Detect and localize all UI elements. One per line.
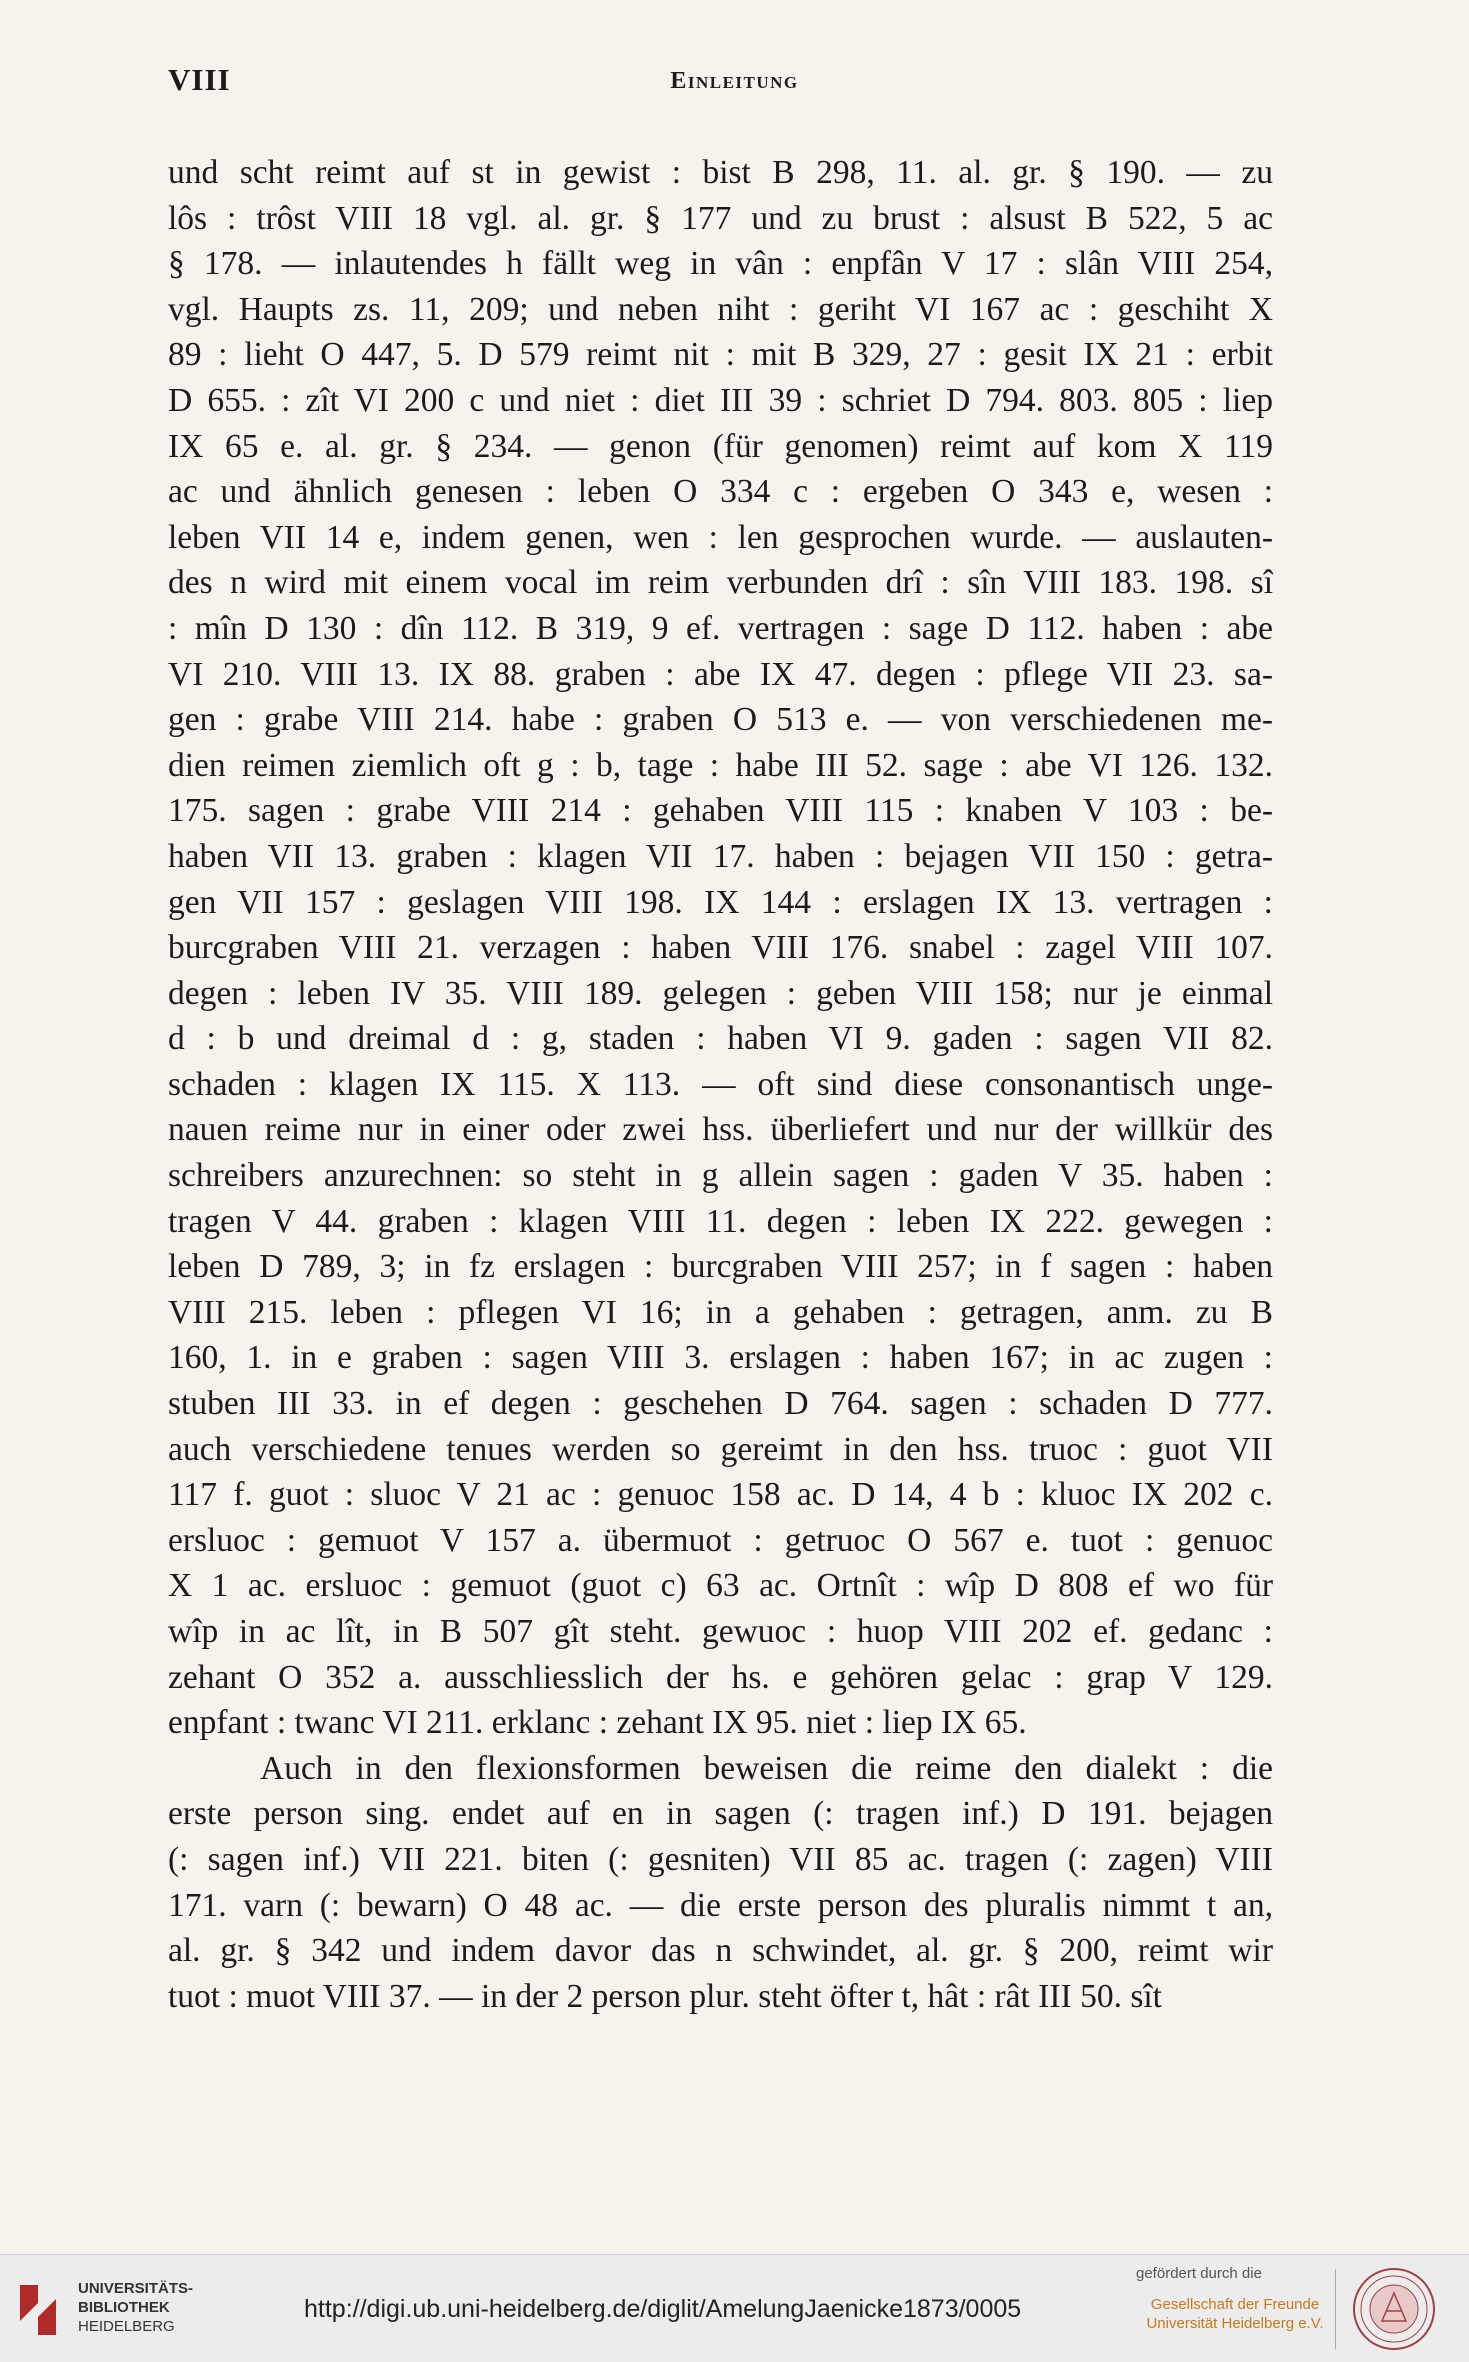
library-logo-icon (14, 2281, 62, 2339)
text-line: D 655. : zît VI 200 c und niet : diet III 39 : schriet D 794. 803. 805 : liep (168, 381, 1273, 419)
text-line: : mîn D 130 : dîn 112. B 319, 9 ef. vertragen : sage D 112. haben : abe (168, 609, 1273, 647)
permalink[interactable]: http://digi.ub.uni-heidelberg.de/diglit/AmelungJaenicke1873/0005 (304, 2295, 1022, 2323)
page-header (168, 62, 1301, 102)
text-line: burcgraben VIII 21. verzagen : haben VIII 176. snabel : zagel VIII 107. (168, 929, 1273, 967)
funded-by-label: gefördert durch die (1136, 2265, 1262, 2282)
text-line: und scht reimt auf st in gewist : bist B 298, 11. al. gr. § 190. — zu (168, 154, 1273, 191)
sponsor-name-line: Universität Heidelberg e.V. (1146, 2315, 1324, 2332)
text-line: VI 210. VIII 13. IX 88. graben : abe IX 47. degen : pflege VII 23. sa- (168, 655, 1273, 693)
library-name (78, 2279, 193, 2336)
library-name-line: HEIDELBERG (78, 2318, 175, 2335)
text-line: 171. varn (: bewarn) O 48 ac. — die erste person des pluralis nimmt t an, (168, 1886, 1273, 1924)
viewer-footer (0, 2254, 1469, 2362)
text-line: al. gr. § 342 und indem davor das n schwindet, al. gr. § 200, reimt wir (168, 1932, 1273, 1970)
text-line: wîp in ac lît, in B 507 gît steht. gewuoc : huop VIII 202 ef. gedanc : (168, 1613, 1273, 1650)
text-line: auch verschiedene tenues werden so gereimt in den hss. truoc : guot VII (168, 1430, 1273, 1468)
text-line: X 1 ac. ersluoc : gemuot (guot c) 63 ac. Ortnît : wîp D 808 ef wo für (168, 1567, 1273, 1605)
text-line: nauen reime nur in einer oder zwei hss. überliefert und nur der willkür des (168, 1111, 1273, 1149)
university-seal-icon (1352, 2267, 1436, 2351)
text-line: lôs : trôst VIII 18 vgl. al. gr. § 177 und zu brust : alsust B 522, 5 ac (168, 199, 1273, 237)
text-line: enpfant : twanc VI 211. erklanc : zehant IX 95. niet : liep IX 65. (168, 1704, 1027, 1742)
text-line: tragen V 44. graben : klagen VIII 11. degen : leben IX 222. gewegen : (168, 1202, 1273, 1240)
text-line: IX 65 e. al. gr. § 234. — genon (für genomen) reimt auf kom X 119 (168, 427, 1273, 465)
text-line: des n wird mit einem vocal im reim verbunden drî : sîn VIII 183. 198. sî (168, 564, 1273, 602)
text-line: ersluoc : gemuot V 157 a. übermuot : getruoc O 567 e. tuot : genuoc (168, 1521, 1273, 1559)
text-line: ac und ähnlich genesen : leben O 334 c : ergeben O 343 e, wesen : (168, 473, 1273, 511)
text-line: (: sagen inf.) VII 221. biten (: gesniten) VII 85 ac. tragen (: zagen) VIII (168, 1840, 1273, 1878)
text-line: schaden : klagen IX 115. X 113. — oft sind diese consonantisch unge- (168, 1065, 1273, 1103)
body-text (168, 150, 1273, 2019)
text-line: leben VII 14 e, indem genen, wen : len gesprochen wurde. — auslauten- (168, 518, 1273, 556)
text-line: haben VII 13. graben : klagen VII 17. haben : bejagen VII 150 : getra- (168, 837, 1273, 875)
text-line: tuot : muot VIII 37. — in der 2 person plur. steht öfter t, hât : rât III 50. sît (168, 1977, 1162, 2015)
text-line: dien reimen ziemlich oft g : b, tage : habe III 52. sage : abe VI 126. 132. (168, 746, 1273, 784)
text-line: 175. sagen : grabe VIII 214 : gehaben VIII 115 : knaben V 103 : be- (168, 792, 1273, 830)
text-line: degen : leben IV 35. VIII 189. gelegen : geben VIII 158; nur je einmal (168, 974, 1273, 1012)
text-line: zehant O 352 a. ausschliesslich der hs. e gehören gelac : grap V 129. (168, 1658, 1273, 1696)
text-line: gen VII 157 : geslagen VIII 198. IX 144 : erslagen IX 13. vertragen : (168, 883, 1273, 921)
text-line: schreibers anzurechnen: so steht in g allein sagen : gaden V 35. haben : (168, 1157, 1273, 1195)
text-line: § 178. — inlautendes h fällt weg in vân : enpfân V 17 : slân VIII 254, (168, 245, 1273, 283)
text-line: erste person sing. endet auf en in sagen (: tragen inf.) D 191. bejagen (168, 1795, 1273, 1833)
page-number: VIII (168, 62, 231, 97)
running-head: Einleitung (670, 68, 799, 94)
text-line: d : b und dreimal d : g, staden : haben VI 9. gaden : sagen VII 82. (168, 1020, 1273, 1058)
text-line: 89 : lieht O 447, 5. D 579 reimt nit : mit B 329, 27 : gesit IX 21 : erbit (168, 336, 1273, 374)
footer-divider (1335, 2269, 1336, 2349)
text-line: 117 f. guot : sluoc V 21 ac : genuoc 158 ac. D 14, 4 b : kluoc IX 202 c. (168, 1476, 1273, 1514)
library-name-line: UNIVERSITÄTS- (78, 2280, 194, 2297)
text-line: VIII 215. leben : pflegen VI 16; in a gehaben : getragen, anm. zu B (168, 1293, 1273, 1331)
text-line: leben D 789, 3; in fz erslagen : burcgraben VIII 257; in f sagen : haben (168, 1248, 1273, 1286)
text-line: 160, 1. in e graben : sagen VIII 3. erslagen : haben 167; in ac zugen : (168, 1339, 1273, 1377)
text-line: Auch in den flexionsformen beweisen die reime den dialekt : die (260, 1749, 1273, 1787)
sponsor-name (1140, 2295, 1330, 2333)
text-line: vgl. Haupts zs. 11, 209; und neben niht : geriht VI 167 ac : geschiht X (168, 290, 1273, 328)
sponsor-name-line: Gesellschaft der Freunde (1150, 2296, 1320, 2313)
library-name-line: BIBLIOTHEK (78, 2299, 170, 2316)
text-line: gen : grabe VIII 214. habe : graben O 513 e. — von verschiedenen me- (168, 701, 1273, 739)
text-line: stuben III 33. in ef degen : geschehen D 764. sagen : schaden D 777. (168, 1385, 1273, 1423)
